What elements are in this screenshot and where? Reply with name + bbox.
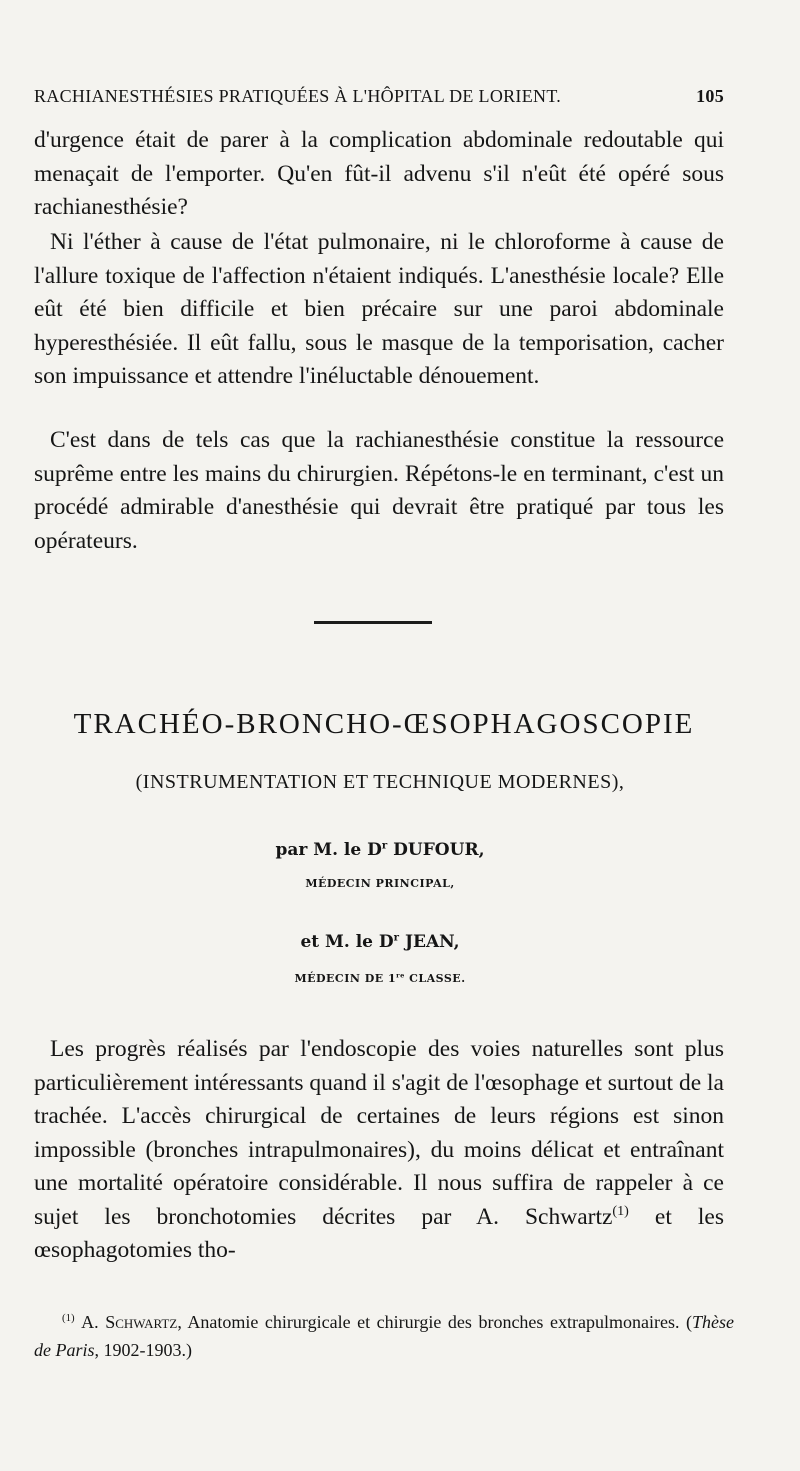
paragraph-ether: Ni l'éther à cause de l'état pulmonaire, ni le chloroforme à cause de l'allure toxique de l'affection n'étaient indiqués. L'anesthésie locale? Elle eût été bien difficile et bien précaire sur une paroi abdominale hyperesthésiée. Il eût fallu, sous le masque de la temporisation, cacher son impuissance et attendre l'inéluctable dénouement.	[34, 229, 724, 389]
author-dufour: par M. le $D^r$ DUFOUR,	[275, 839, 485, 860]
author-jean-role: MÉDECIN DE 1re CLASSE.	[294, 971, 466, 985]
running-head	[34, 86, 724, 107]
footnote-reference: (1)	[612, 1202, 629, 1219]
author-jean: et M. le $D^r$ JEAN,	[300, 931, 460, 952]
author-dufour-role: MÉDECIN PRINCIPAL,	[305, 877, 455, 890]
article-intro-paragraph: Les progrès réalisés par l'endoscopie des voies naturelles sont plus particulièrement intéressants quand il s'agit de l'œsophage et surtout de la trachée. L'accès chirurgical de certaines de leurs régions est sinon impossible (bronches intrapulmonaires), du moins délicat et entraînant une mortalité opératoire considérable. Il nous suffira de rappeler à ce sujet les bronchotomies décrites par A. Schwartz$^{(1)}$ et les œsophagotomies tho-	[34, 1036, 724, 1263]
continued-paragraph: d'urgence était de parer à la complication abdominale redoutable qui menaçait de l'emporter. Qu'en fût-il advenu s'il n'eût été opéré sous rachianesthésie?	[34, 127, 724, 220]
section-divider	[314, 621, 432, 624]
article-title: TRACHÉO-BRONCHO-ŒSOPHAGOSCOPIE	[73, 708, 695, 740]
footnote: $^{(1)}$ A. Schwartz, Anatomie chirurgicale et chirurgie des bronches extrapulmonaires. (Thèse de Paris, 1902-1903.)	[34, 1312, 735, 1360]
paragraph-conclusion: C'est dans de tels cas que la rachianesthésie constitue la ressource suprême entre les mains du chirurgien. Répétons-le en terminant, c'est un procédé admirable d'anesthésie qui devrait être pratiqué par tous les opérateurs.	[34, 427, 724, 554]
page-number: 105	[696, 86, 724, 106]
footnote-marker: (1)	[62, 1312, 75, 1324]
running-title: RACHIANESTHÉSIES PRATIQUÉES À L'HÔPITAL DE LORIENT.	[34, 86, 562, 106]
article-subtitle: (INSTRUMENTATION ET TECHNIQUE MODERNES),	[135, 771, 625, 793]
